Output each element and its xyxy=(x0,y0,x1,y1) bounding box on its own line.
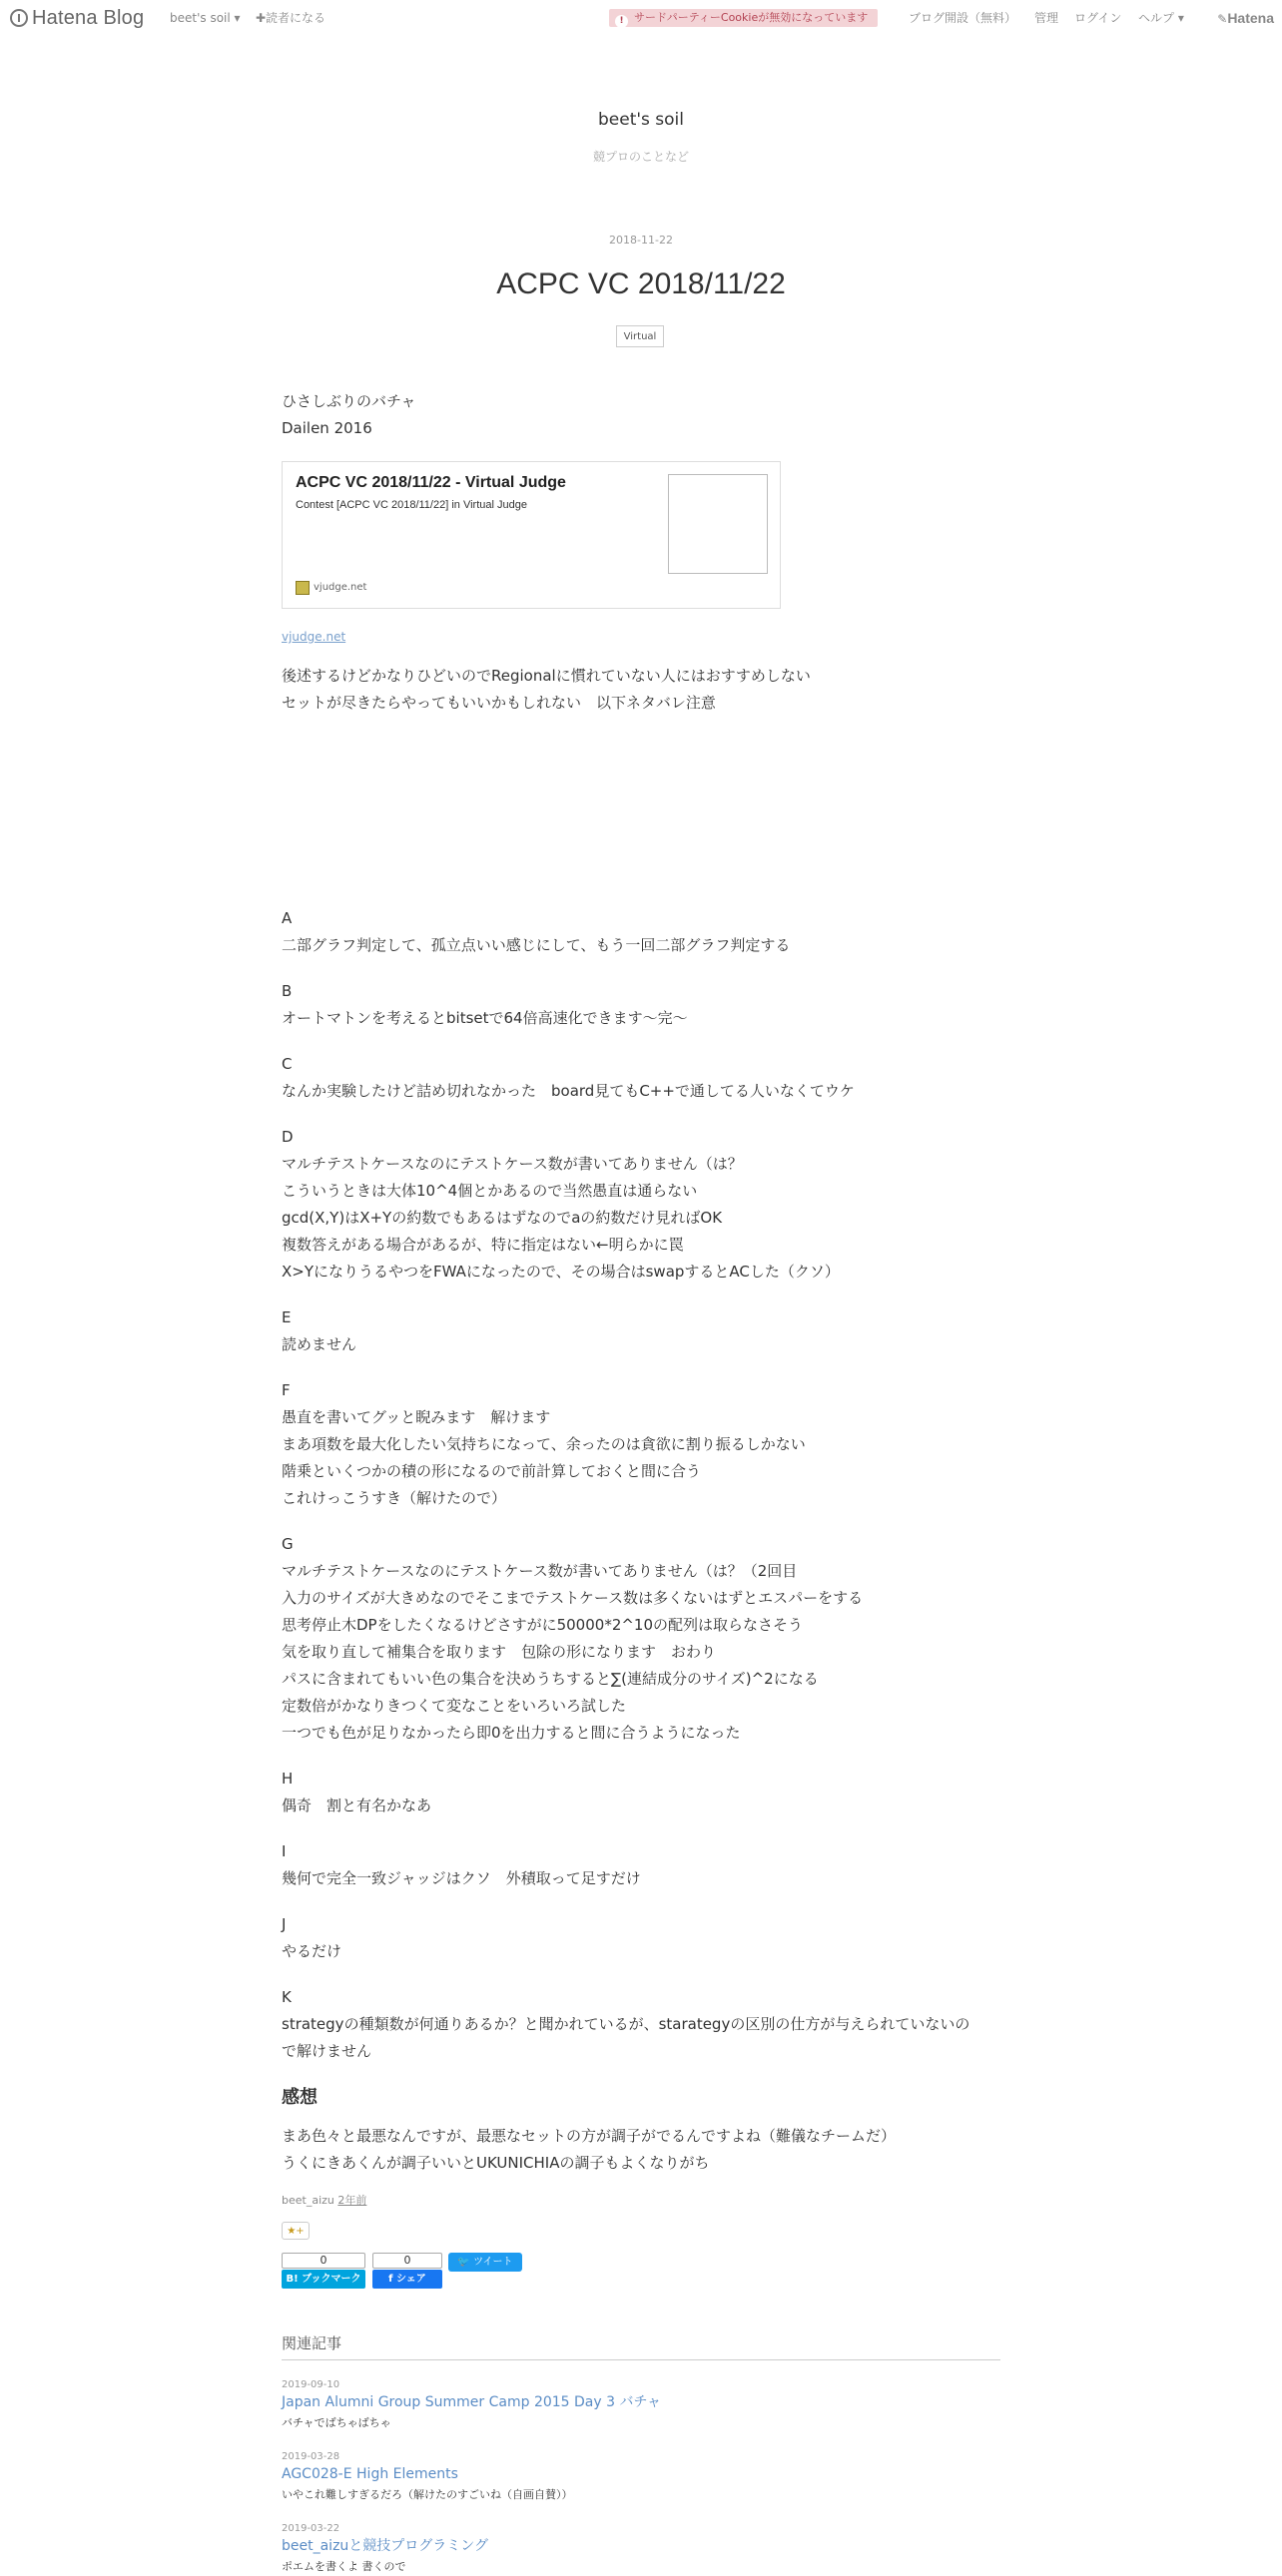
problem-line: 一つでも色が足りなかったら即0を出力すると間に合うようになった xyxy=(282,1724,741,1742)
problem-line: なんか実験したけど詰め切れなかった board見てもC++で通してる人いなくてウケ xyxy=(282,1082,855,1100)
cookie-notice[interactable]: ! サードパーティーCookieが無効になっています xyxy=(609,9,878,27)
author-name[interactable]: beet_aizu xyxy=(282,2194,334,2207)
related-entries xyxy=(282,2332,1000,2576)
tweet-button[interactable]: 🐦 ツイート xyxy=(448,2253,522,2272)
problem-line: gcd(X,Y)はX+Yの約数でもあるはずなのでaの約数だけ見ればOK xyxy=(282,1209,723,1227)
problem-i xyxy=(282,1838,1000,1892)
facebook-count: 0 xyxy=(372,2253,442,2269)
admin-link[interactable]: 管理 xyxy=(1034,11,1059,25)
problem-line: 幾何で完全一致ジャッジはクソ 外積取って足すだけ xyxy=(282,1869,641,1887)
problem-a xyxy=(282,905,1000,959)
vjudge-link[interactable]: vjudge.net xyxy=(282,630,346,644)
hatena-mark-icon: ✎ xyxy=(1217,12,1228,26)
problem-list xyxy=(282,905,1000,2065)
problem-k xyxy=(282,1984,1000,2065)
related-title[interactable]: Japan Alumni Group Summer Camp 2015 Day 3 バチャ xyxy=(282,2394,662,2410)
share-buttons xyxy=(282,2253,1000,2297)
problem-line: 思考停止木DPをしたくなるけどさすがに50000*2^10の配列は取らなさそう xyxy=(282,1616,804,1634)
problem-label: D xyxy=(282,1128,294,1146)
hatena-blog-logo[interactable]: Hatena Blog xyxy=(10,0,144,36)
problem-line: やるだけ xyxy=(282,1942,342,1960)
hatena-bookmark-share[interactable] xyxy=(282,2253,365,2289)
problem-line: パスに含まれてもいい色の集合を決めうちすると∑(連結成分のサイズ)^2になる xyxy=(282,1670,819,1688)
add-star-button[interactable]: ★+ xyxy=(282,2222,310,2240)
related-item[interactable]: 2019-03-28 AGC028-E High Elements いやこれ難しすぎるだろ（解けたのすごいね（自画自賛）） xyxy=(282,2450,1000,2504)
blog-description: 競プロのことなど xyxy=(592,150,689,164)
entry-date[interactable]: 2018-11-22 xyxy=(609,234,673,247)
problem-j xyxy=(282,1911,1000,1965)
related-item[interactable]: 2019-03-22 beet_aizuと競技プログラミング ポエムを書くよ 書くので xyxy=(282,2522,1000,2576)
help-menu[interactable]: ヘルプ ▾ xyxy=(1138,11,1184,25)
warning-icon: ! xyxy=(615,15,628,28)
problem-line: 気を取り直して補集合を取ります 包除の形になります おわり xyxy=(282,1643,717,1661)
problem-line: 愚直を書いてグッと睨みます 解けます xyxy=(282,1408,551,1426)
subscribe-button[interactable]: ✚読者になる xyxy=(256,11,326,25)
hatena-link[interactable]: ✎Hatena xyxy=(1217,10,1274,26)
problem-line: で解けません xyxy=(282,2042,372,2060)
entry-content xyxy=(282,388,1000,2576)
blog-title[interactable]: beet's soil xyxy=(597,110,684,130)
problem-label: F xyxy=(282,1381,291,1399)
bookmark-button[interactable]: B! ブックマーク xyxy=(282,2270,365,2289)
problem-line: strategyの種類数が何通りあるか？と聞かれているが、starategyの区別の仕方が与えられていないの xyxy=(282,2015,970,2033)
problem-line: マルチテストケースなのにテストケース数が書いてありません（は？ xyxy=(282,1155,743,1173)
problem-g xyxy=(282,1531,1000,1747)
embed-thumbnail xyxy=(668,474,768,574)
problem-label: C xyxy=(282,1055,293,1073)
hatena-logo-icon xyxy=(10,9,28,27)
blog-menu[interactable]: beet's soil ▾ xyxy=(170,11,241,25)
login-link[interactable]: ログイン xyxy=(1074,11,1122,25)
facebook-share[interactable] xyxy=(372,2253,442,2289)
entry-footer xyxy=(282,2192,1000,2208)
problem-label: B xyxy=(282,982,293,1000)
problem-line: 複数答えがある場合があるが、特に指定はない←明らかに罠 xyxy=(282,1236,684,1254)
global-header xyxy=(0,0,1282,36)
problem-label: H xyxy=(282,1770,294,1788)
intro-paragraph: ひさしぶりのバチャ Dailen 2016 xyxy=(282,392,416,437)
problem-f xyxy=(282,1377,1000,1512)
problem-line: 入力のサイズが大きめなのでそこまでテストケース数は多くないはずとエスパーをする xyxy=(282,1589,864,1607)
warning-paragraph: 後述するけどかなりひどいのでRegionalに慣れていない人にはおすすめしない セットが尽きたらやってもいいかもしれない 以下ネタバレ注意 xyxy=(282,667,811,712)
problem-line: 読めません xyxy=(282,1335,357,1353)
category-tag[interactable]: Virtual xyxy=(616,325,664,347)
problem-label: E xyxy=(282,1308,292,1326)
embed-title[interactable]: ACPC VC 2018/11/22 - Virtual Judge xyxy=(296,474,566,491)
problem-b xyxy=(282,978,1000,1032)
bookmark-count: 0 xyxy=(282,2253,365,2269)
related-title[interactable]: AGC028-E High Elements xyxy=(282,2466,458,2482)
problem-line: オートマトンを考えるとbitsetで64倍高速化できます〜完〜 xyxy=(282,1009,688,1027)
problem-line: 定数倍がかなりきつくて変なことをいろいろ試した xyxy=(282,1697,627,1715)
problem-h xyxy=(282,1766,1000,1819)
problem-e xyxy=(282,1304,1000,1358)
problem-label: A xyxy=(282,909,293,927)
problem-label: K xyxy=(282,1988,292,2006)
impression-heading: 感想 xyxy=(282,2087,318,2107)
related-heading: 関連記事 xyxy=(282,2332,1000,2360)
related-item[interactable]: 2019-09-10 Japan Alumni Group Summer Camp 2015 Day 3 バチャ バチャでばちゃばちゃ xyxy=(282,2378,1000,2432)
problem-line: 偶奇 割と有名かなあ xyxy=(282,1797,432,1814)
problem-label: J xyxy=(282,1915,287,1933)
problem-line: これけっこうすき（解けたので） xyxy=(282,1489,507,1507)
entry-time-ago[interactable]: 2年前 xyxy=(337,2194,367,2207)
site-favicon-icon xyxy=(296,581,310,595)
entry-title[interactable]: ACPC VC 2018/11/22 xyxy=(496,267,786,300)
problem-line: 階乗といくつかの積の形になるので前計算しておくと間に合う xyxy=(282,1462,702,1480)
problem-label: G xyxy=(282,1535,294,1553)
embed-card[interactable] xyxy=(282,461,781,609)
problem-label: I xyxy=(282,1842,287,1860)
problem-line: 二部グラフ判定して、孤立点いい感じにして、もう一回二部グラフ判定する xyxy=(282,936,791,954)
open-blog-link[interactable]: ブログ開設（無料） xyxy=(909,11,1017,25)
problem-line: こういうときは大体10^4個とかあるので当然愚直は通らない xyxy=(282,1182,698,1200)
embed-description: Contest [ACPC VC 2018/11/22] in Virtual Judge xyxy=(296,499,527,511)
facebook-share-button[interactable]: f シェア xyxy=(372,2270,442,2289)
impression-paragraph: まあ色々と最悪なんですが、最悪なセットの方が調子がでるんですよね（難儀なチームだ） うくにきあくんが調子いいとUKUNICHIAの調子もよくなりがち xyxy=(282,2127,897,2172)
spoiler-spacer xyxy=(282,736,1000,905)
twitter-bird-icon: 🐦 xyxy=(457,2257,474,2268)
problem-d xyxy=(282,1124,1000,1286)
related-title[interactable]: beet_aizuと競技プログラミング xyxy=(282,2538,489,2554)
problem-line: まあ項数を最大化したい気持ちになって、余ったのは貪欲に割り振るしかない xyxy=(282,1435,806,1453)
embed-site[interactable]: vjudge.net xyxy=(314,582,367,593)
problem-line: X>YになりうるやつをFWAになったので、その場合はswapするとACした（クソ） xyxy=(282,1263,840,1281)
problem-c xyxy=(282,1051,1000,1105)
problem-line: マルチテストケースなのにテストケース数が書いてありません（は？（2回目 xyxy=(282,1562,798,1580)
